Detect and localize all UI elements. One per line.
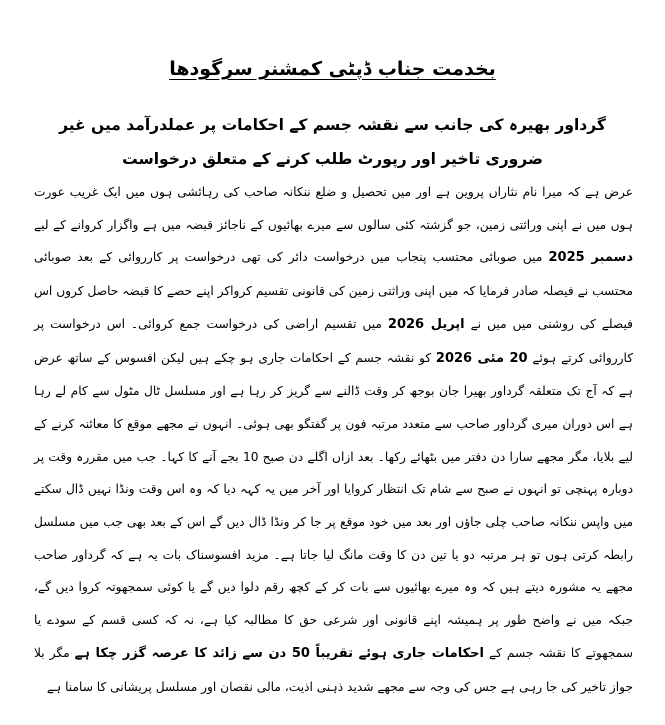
date-may-20-2026: 20 مئی 2026: [435, 350, 528, 366]
body-text-2: میں صوبائی محتسب پنجاب میں درخواست دائر کی تھی درخواست پر کارروائی کے بعد صوبائی محتسب نے فیصلہ صادر فرمایا کہ میں اپنی وراثتی زمین کی قانونی تقسیم کرواکر اپنے حصے کا قبضہ حاصل کروں اس فیصلے کی روشنی میں میں نے: [34, 250, 634, 331]
date-december-2025: دسمبر 2025: [548, 250, 633, 266]
addressee-heading: [0, 58, 665, 80]
body-text-3: میں تقسیم اراضی کی درخواست جمع کروائی۔ اس درخواست پر کارروائی کرتے ہوئے: [34, 316, 634, 365]
body-text-4: کو نقشہ جسم کے احکامات جاری ہو چکے ہیں لیکن افسوس کے ساتھ عرض ہے کہ آج تک متعلقہ گرداور بھیرا جان بوجھ کر وقت ڈالنے سے گریز کر رہا ہے اور مسلسل ٹال مٹول سے کام لے رہا ہے اس دوران میری گرداور صاحب سے متعدد مرتبہ فون پر گفتگو بھی ہوئی۔ انہوں نے مجھے موقع کا معائنہ کرنے کے لیے بلایا، مگر مجھے سارا دن دفتر میں بٹھائے رکھا۔ بعد ازاں اگلے دن صبح 10 بجے آنے کا کہا۔ جب میں مقررہ وقت پر دوبارہ پہنچی تو انہوں نے صبح سے شام تک انتظار کروایا اور آخر میں یہ کہہ دیا کہ وہ اس وقت ونڈا نہیں ڈال سکتے میں واپس ننکانہ صاحب چلی جاؤں اور بعد میں خود موقع پر جا کر ونڈا ڈال دیں گے اس کے بعد بھی جب میں مسلسل رابطہ کرتی ہوں تو ہر مرتبہ دو یا تین دن کا وقت مانگ لیا جاتا ہے۔ مزید افسوسناک بات یہ ہے کہ گرداور صاحب مجھے یہ مشورہ دیتے ہیں کہ وہ میرے بھائیوں سے بات کر کے کچھ رقم دلوا دیں گے یا کوئی سمجھوتہ کروا دیں گے، جبکہ میں نے واضح طور پر ہمیشہ اپنے قانونی اور شرعی حق کا مطالبہ کیا ہے، نہ کہ کسی قسم کے سودے یا سمجھوتے کا نقشہ جسم کے: [34, 350, 633, 660]
subject-line: گرداور بھیرہ کی جانب سے نقشہ جسم کے احکامات پر عملدرآمد میں غیر ضروری تاخیر اور رپورٹ طلب کرنے کے متعلق درخواست: [59, 116, 606, 168]
addressee-heading-text: بخدمت جناب ڈپٹی کمشنر سرگودھا: [169, 58, 496, 80]
date-april-2026: اپریل 2026: [387, 316, 465, 332]
application-body: [34, 176, 633, 703]
delay-emphasis: احکامات جاری ہوئے تقریباً 50 دن سے زائد کا عرصہ گزر چکا ہے: [74, 645, 484, 661]
body-text-1: عرض ہے کہ میرا نام نثاراں پروین ہے اور میں تحصیل و ضلع ننکانہ صاحب کی رہائشی ہوں میں ایک غریب عورت ہوں میں نے اپنی وراثتی زمین، جو گزشتہ کئی سالوں سے میرے بھائیوں کے ناجائز قبضہ میں ہے واگزار کروانے کے لیے: [34, 185, 633, 232]
body-text-5: مگر بلا جواز تاخیر کی جا رہی ہے جس کی وجہ سے مجھے شدید ذہنی اذیت، مالی نقصان اور مسلسل پریشانی کا سامنا ہے: [34, 645, 633, 694]
